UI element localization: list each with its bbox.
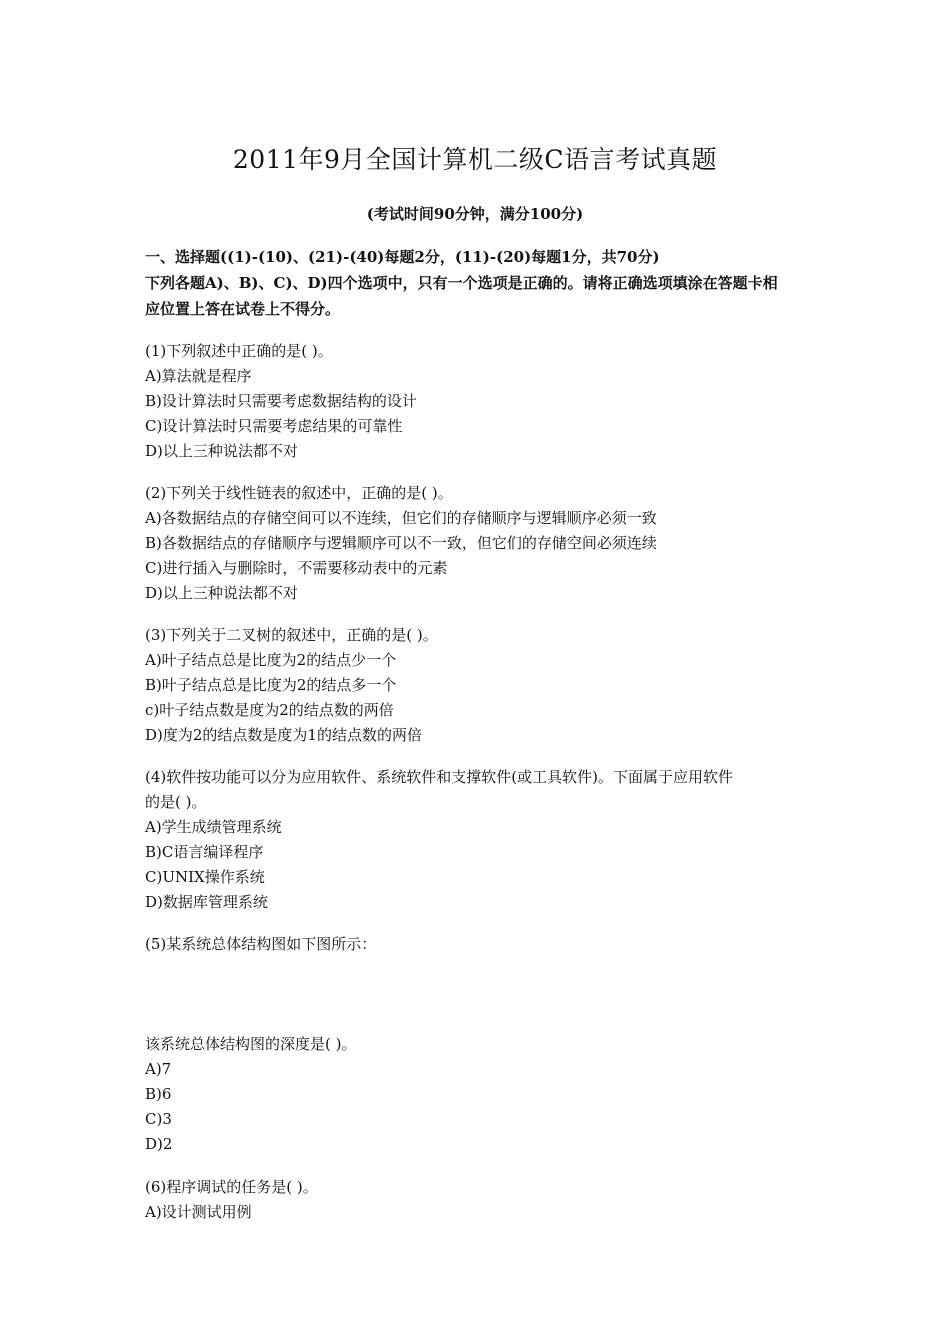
section-heading: 一、选择题((1)-(10)、(21)-(40)每题2分，(11)-(20)每题1分，共70分) bbox=[145, 248, 660, 266]
option-d: D)以上三种说法都不对 bbox=[145, 584, 298, 602]
question-stem: (3)下列关于二叉树的叙述中，正确的是( )。 bbox=[145, 626, 438, 644]
option-b: B)设计算法时只需要考虑数据结构的设计 bbox=[145, 392, 417, 410]
option-a: A)叶子结点总是比度为2的结点少一个 bbox=[145, 651, 397, 669]
question-followup: 该系统总体结构图的深度是( )。 bbox=[145, 1035, 357, 1053]
option-b: B)各数据结点的存储顺序与逻辑顺序可以不一致，但它们的存储空间必须连续 bbox=[145, 534, 657, 552]
question-2 bbox=[145, 481, 813, 606]
option-c: C)设计算法时只需要考虑结果的可靠性 bbox=[145, 417, 403, 435]
question-6 bbox=[145, 1175, 813, 1225]
option-a: A)7 bbox=[145, 1060, 172, 1078]
section-instruction-line-1: 下列各题A)、B)、C)、D)四个选项中，只有一个选项是正确的。请将正确选项填涂在答题卡相 bbox=[145, 274, 778, 292]
option-c: C)UNIX操作系统 bbox=[145, 868, 265, 886]
option-b: B)6 bbox=[145, 1085, 172, 1103]
option-b: B)叶子结点总是比度为2的结点多一个 bbox=[145, 676, 397, 694]
option-c: C)3 bbox=[145, 1110, 172, 1128]
option-b: B)C语言编译程序 bbox=[145, 843, 264, 861]
option-c: c)叶子结点数是度为2的结点数的两倍 bbox=[145, 701, 394, 719]
option-d: D)度为2的结点数是度为1的结点数的两倍 bbox=[145, 726, 422, 744]
section-header bbox=[145, 244, 813, 322]
option-a: A)算法就是程序 bbox=[145, 367, 252, 385]
question-1 bbox=[145, 339, 813, 464]
option-d: D)2 bbox=[145, 1135, 173, 1153]
question-4 bbox=[145, 765, 813, 915]
page-title: 2011年9月全国计算机二级C语言考试真题 bbox=[232, 145, 718, 174]
option-a: A)学生成绩管理系统 bbox=[145, 818, 282, 836]
exam-info: (考试时间90分钟，满分100分) bbox=[366, 205, 584, 223]
question-stem: (2)下列关于线性链表的叙述中，正确的是( )。 bbox=[145, 484, 453, 502]
question-stem-line-1: (4)软件按功能可以分为应用软件、系统软件和支撑软件(或工具软件)。下面属于应用软件 bbox=[145, 768, 733, 786]
section-instruction-line-2: 应位置上答在试卷上不得分。 bbox=[145, 300, 341, 318]
option-a: A)各数据结点的存储空间可以不连续，但它们的存储顺序与逻辑顺序必须一致 bbox=[145, 509, 657, 527]
question-stem-line-2: 的是( )。 bbox=[145, 793, 207, 811]
option-a: A)设计测试用例 bbox=[145, 1203, 252, 1221]
question-stem: (5)某系统总体结构图如下图所示： bbox=[145, 935, 377, 953]
question-5-stem bbox=[145, 932, 813, 957]
option-d: D)以上三种说法都不对 bbox=[145, 442, 298, 460]
question-5-body bbox=[145, 1032, 813, 1157]
option-d: D)数据库管理系统 bbox=[145, 893, 268, 911]
question-stem: (1)下列叙述中正确的是( )。 bbox=[145, 342, 333, 360]
option-c: C)进行插入与删除时，不需要移动表中的元素 bbox=[145, 559, 448, 577]
question-3 bbox=[145, 623, 813, 748]
question-stem: (6)程序调试的任务是( )。 bbox=[145, 1178, 318, 1196]
